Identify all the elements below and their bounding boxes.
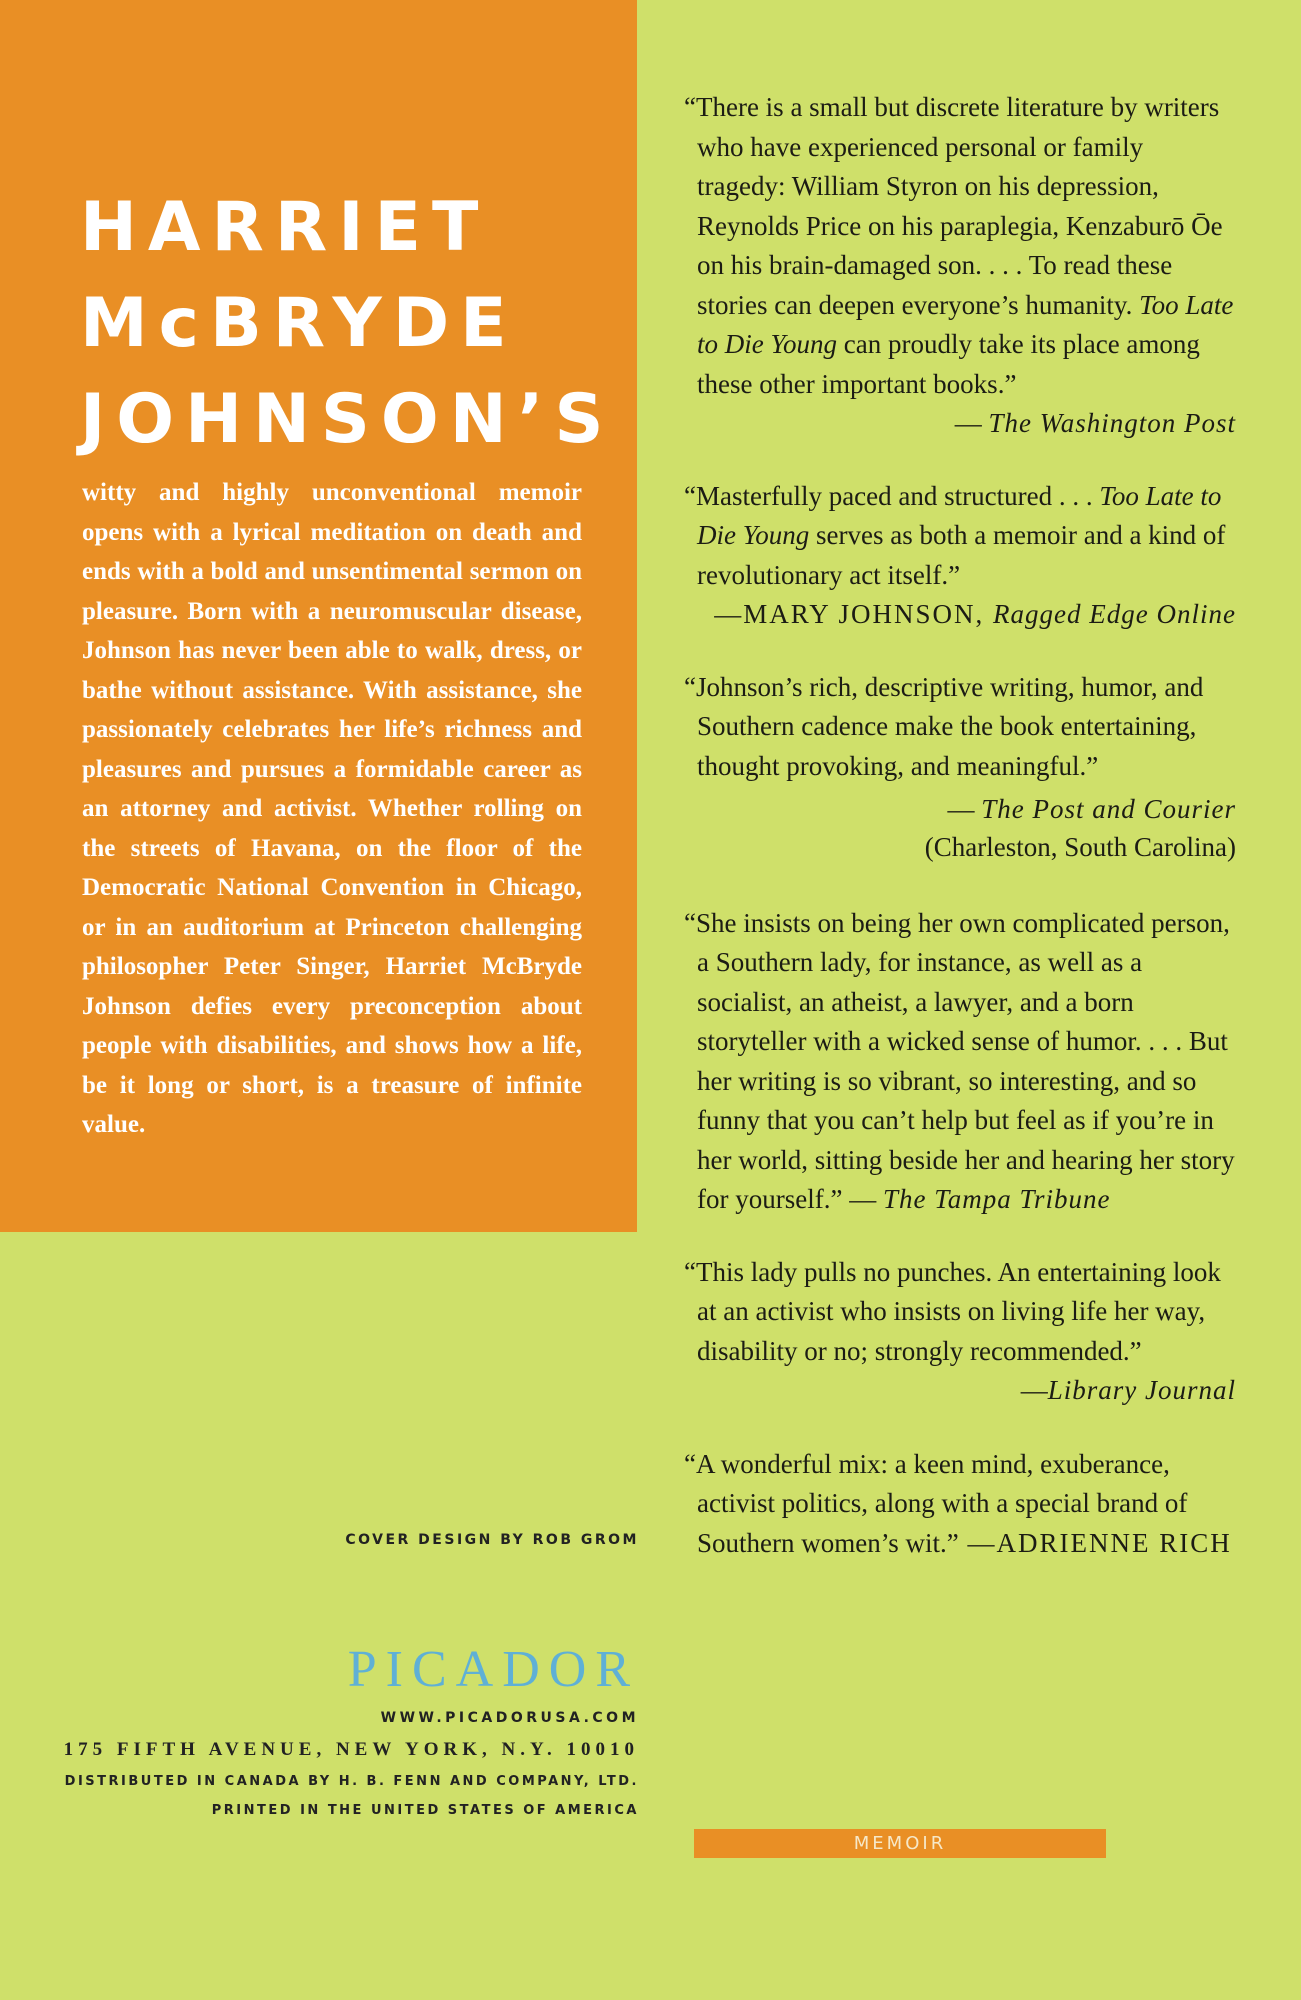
review-quote-ragged-edge bbox=[684, 477, 1236, 635]
book-title: Too Late to Die Young bbox=[697, 289, 1234, 359]
author-name bbox=[80, 180, 614, 468]
quote-attribution: — The Post and Courier bbox=[947, 794, 1236, 824]
book-title: Too Late to Die Young bbox=[697, 480, 1222, 550]
publisher-address: 175 FIFTH AVENUE, NEW YORK, N.Y. 10010 bbox=[63, 1739, 639, 1760]
review-quote-adrienne-rich bbox=[684, 1445, 1236, 1564]
review-quote-library-journal bbox=[684, 1253, 1236, 1411]
quote-text: “She insists on being her own complicated person, a Southern lady, for instance, as well as a socialist, an atheist, a lawyer, and a born storyteller with a wicked sense of humor. . . . But her writing is so vibrant, so interesting, and so funny that you can’t help but feel as if you’re in her world, sitting beside her and hearing her story for yourself.” — The Tampa Tribune bbox=[684, 907, 1235, 1214]
quote-attribution: — The Washington Post bbox=[954, 408, 1236, 438]
quote-attribution: —MARY JOHNSON, Ragged Edge Online bbox=[714, 599, 1236, 629]
quote-attribution: —ADRIENNE RICH bbox=[958, 1527, 1232, 1558]
quote-text: “This lady pulls no punches. An entertaining look at an activist who insists on living life her way, disability or no; strongly recommended.” bbox=[684, 1256, 1221, 1366]
quote-text: “Johnson’s rich, descriptive writing, humor, and Southern cadence make the book entertaining, thought provoking, and meaningful.” bbox=[684, 671, 1204, 781]
book-blurb: witty and highly unconventional memoir opens with a lyrical meditation on death and ends with a bold and unsentimental sermon on pleasure. Born with a neuromuscular disease, Johnson has never been able to walk, dress, or bathe without assistance. With assistance, she passionately celebrates her life’s richness and pleasures and pursues a formidable career as an attorney and activist. Whether rolling on the streets of Havana, on the floor of the Democratic National Convention in Chicago, or in an auditorium at Princeton challenging philosopher Peter Singer, Harriet McBryde Johnson defies every preconception about people with disabilities, and shows how a life, be it long or short, is a treasure of infinite value. bbox=[82, 479, 582, 1138]
publisher-logo: PICADOR bbox=[347, 1641, 639, 1698]
publisher-website: WWW.PICADORUSA.COM bbox=[380, 1710, 639, 1726]
author-name-line-2: McBRYDE bbox=[80, 284, 518, 363]
quote-text: “There is a small but discrete literature by writers who have experienced personal or family tragedy: William Styron on his depression, Reynolds Price on his paraplegia, Kenzaburō Ōe on his brain-damaged son. . . . To read these stories can deepen everyone’s humanity. Too Late to Die Young can proudly take its place among these other important books.” bbox=[684, 92, 1234, 399]
quote-text: “Masterfully paced and structured . . . Too Late to Die Young serves as both a memoir and a kind of revolutionary act itself.” bbox=[684, 480, 1226, 590]
author-name-line-3: JOHNSON’S bbox=[80, 380, 615, 459]
quote-attribution-location: (Charleston, South Carolina) bbox=[924, 831, 1236, 862]
author-name-line-1: HARRIET bbox=[80, 188, 490, 267]
distribution-note: DISTRIBUTED IN CANADA BY H. B. FENN AND COMPANY, LTD. bbox=[64, 1774, 639, 1789]
quote-text: “A wonderful mix: a keen mind, exuberance, activist politics, along with a special brand of Southern women’s wit.” —ADRIENNE RICH bbox=[684, 1448, 1232, 1558]
cover-design-credit: COVER DESIGN BY ROB GROM bbox=[345, 1532, 639, 1548]
category-label: MEMOIR bbox=[694, 1829, 1106, 1858]
quote-attribution: —Library Journal bbox=[1020, 1375, 1236, 1405]
review-quotes bbox=[684, 88, 1236, 1596]
publisher-block bbox=[64, 1640, 639, 1828]
orange-panel bbox=[0, 0, 637, 1232]
review-quote-washington-post bbox=[684, 88, 1236, 444]
review-quote-tampa-tribune bbox=[684, 904, 1236, 1220]
quote-attribution: — The Tampa Tribune bbox=[842, 1184, 1111, 1214]
review-quote-post-and-courier bbox=[684, 668, 1236, 864]
printed-note: PRINTED IN THE UNITED STATES OF AMERICA bbox=[211, 1803, 639, 1818]
